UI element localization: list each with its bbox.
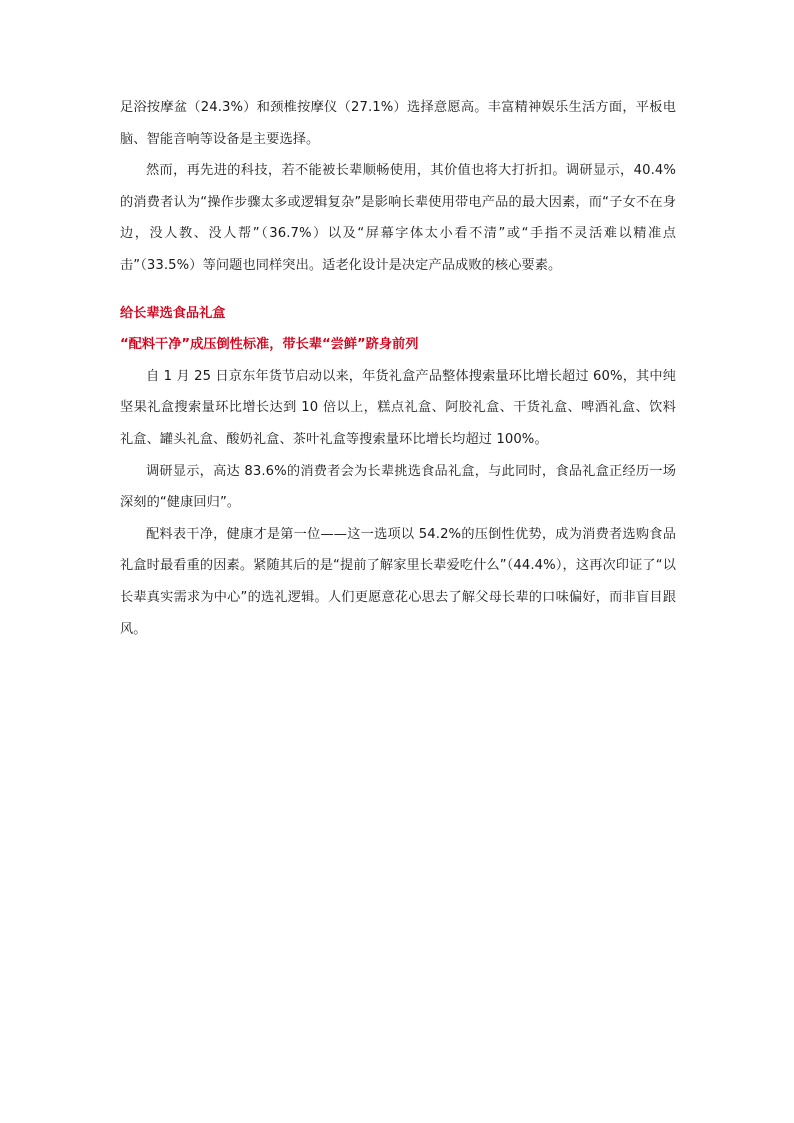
body-paragraph: 自 1 月 25 日京东年货节启动以来，年货礼盒产品整体搜索量环比增长超过 60%，其中纯坚果礼盒搜索量环比增长达到 10 倍以上，糕点礼盒、阿胶礼盒、干货礼盒、啤酒礼盒、饮料礼盒、罐头礼盒、酸奶礼盒、茶叶礼盒等搜索量环比增长均超过 100%。 bbox=[120, 368, 676, 447]
body-paragraph: 足浴按摩盆（24.3%）和颈椎按摩仪（27.1%）选择意愿高。丰富精神娱乐生活方面，平板电脑、智能音响等设备是主要选择。 bbox=[120, 100, 676, 147]
section-subheading: “配料干净”成压倒性标准，带长辈“尝鲜”跻身前列 bbox=[120, 337, 419, 353]
body-paragraph: 然而，再先进的科技，若不能被长辈顺畅使用，其价值也将大打折扣。调研显示，40.4%的消费者认为“操作步骤太多或逻辑复杂”是影响长辈使用带电产品的最大因素，而“子女不在身边，没人教、没人帮”（36.7%）以及“屏幕字体太小看不清”或“手指不灵活难以精准点击”（33.5%）等问题也同样突出。适老化设计是决定产品成败的核心要素。 bbox=[120, 163, 676, 273]
section-heading: 给长辈选食品礼盒 bbox=[120, 305, 226, 321]
body-paragraph: 调研显示，高达 83.6%的消费者会为长辈挑选食品礼盒，与此同时，食品礼盒正经历一场深刻的“健康回归”。 bbox=[120, 463, 676, 511]
document-page bbox=[120, 92, 676, 645]
body-paragraph: 配料表干净，健康才是第一位——这一选项以 54.2%的压倒性优势，成为消费者选购食品礼盒时最看重的因素。紧随其后的是“提前了解家里长辈爱吃什么”（44.4%），这再次印证了“以长辈真实需求为中心”的选礼逻辑。人们更愿意花心思去了解父母长辈的口味偏好，而非盲目跟风。 bbox=[120, 526, 676, 637]
